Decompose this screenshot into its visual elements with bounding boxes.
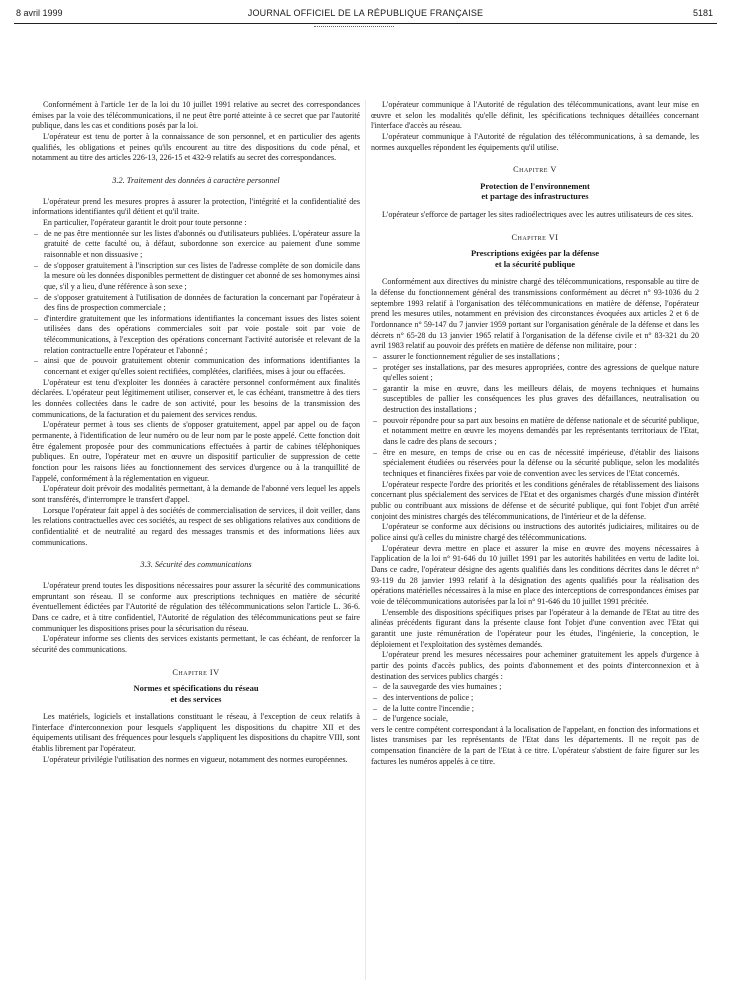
- section-heading: 3.2. Traitement des données à caractère personnel: [112, 175, 280, 185]
- paragraph: Les matériels, logiciels et installations constituant le réseau, à l'exception de ceux relatifs à l'interface d'interconnexion pour lesquels s'appliquent les dispositions du chapitre XII et des équipements utilisant des fréquences pour lesquels s'appliquent les dispositions du chapitre VIII, sont établis librement par l'opérateur.: [32, 712, 360, 754]
- paragraph: L'opérateur doit prévoir des modalités permettant, à la demande de l'abonné vers lequel les appels sont transférés, d'interrompre le transfert d'appel.: [32, 484, 360, 504]
- chapter-label: Chapitre V: [513, 165, 557, 175]
- column-gutter: [365, 100, 366, 980]
- paragraph: L'opérateur communique à l'Autorité de régulation des télécommunications, à sa demande, les normes auxquelles répondent les équipements qu'il utilise.: [371, 131, 699, 152]
- paragraph: L'opérateur prend les mesures nécessaires pour acheminer gratuitement les appels d'urgence à partir des points d'accès publics, des points d'abonnement et des points d'interconnexion et à destination des services publics chargés :: [371, 650, 699, 681]
- list-item: – ainsi que de pouvoir gratuitement obtenir communication des informations identifiantes la concernant et exiger qu'elles soient rectifiées, complétées, clarifiées, mises à jour ou effacées.: [32, 356, 360, 377]
- list-item: – de ne pas être mentionnée sur les listes d'abonnés ou d'utilisateurs publiées. L'opérateur assure la gratuité de cette faculté ou, à défaut, subordonne son exercice au paiement d'une somme raisonnable et non dissuasive ;: [32, 229, 360, 261]
- paragraph: L'opérateur se conforme aux décisions ou instructions des autorités judiciaires, militaires ou de police ainsi qu'à celles du ministre chargé des télécommunications.: [371, 522, 699, 542]
- chapter-title-line: Protection de l'environnement: [480, 180, 590, 191]
- chapter-title-line: et la sécurité publique: [494, 258, 576, 269]
- paragraph: L'opérateur prend les mesures propres à assurer la protection, l'intégrité et la confidentialité des informations identifiantes qu'il détient et qu'il traite.: [32, 196, 360, 217]
- header-dotted-rule: [314, 26, 394, 27]
- paragraph: Conformément aux directives du ministre chargé des télécommunications, responsable au titre de la défense du fonctionnement général des transmissions conformément au décret n° 93-1036 du 2 septembre 1993 relatif à l'organisation des télécommunications en matière de défense, l'opérateur prend les mesures utiles, notamment en prévision des circonstances évoquées aux articles 2 et 6 de l'ordonnance n° 59-147 du 7 janvier 1959 portant sur l'organisation générale de la défense et dans les décrets n° 65-28 du 13 janvier 1965 relatif à l'organisation de la défense civile et n° 83-321 du 20 avril 1983 relatif au pouvoir des préfets en matière de défense non militaire, pour :: [371, 277, 699, 351]
- paragraph: L'opérateur devra mettre en place et assurer la mise en œuvre des moyens nécessaires à l'application de la loi n° 91-646 du 10 juillet 1991 par les autorités habilitées en vertu de ladite loi. Dans ce cadre, l'opérateur désigne des agents qualifiés dans les conditions décrites dans le décret n° 93-119 du 28 janvier 1993 relatif à la désignation des agents qualifiés pour la réalisation des opérations matérielles nécessaires à la mise en place des interceptions de correspondances émises par voie de télécommunications autorisées par la loi n° 91-646 du 10 juillet 1991 précitée.: [371, 543, 699, 606]
- chapter-label: Chapitre VI: [511, 232, 559, 242]
- paragraph: L'opérateur informe ses clients des services existants permettant, le cas échéant, de renforcer la sécurité des communications.: [32, 634, 360, 654]
- paragraph: L'opérateur communique à l'Autorité de régulation des télécommunications, avant leur mise en œuvre et selon les modalités qu'elle définit, les spécifications techniques détaillées concernant l'interface d'accès au réseau.: [371, 100, 699, 131]
- paragraph: L'ensemble des dispositions spécifiques prises par l'opérateur à la demande de l'Etat au titre des alinéas précédents figurant dans la présente clause font l'objet d'une convention avec l'Etat qui garantit une juste rémunération de l'opérateur pour les études, l'ingénierie, la conception, le déploiement et l'exploitation des systèmes demandés.: [371, 607, 699, 649]
- list-item: – être en mesure, en temps de crise ou en cas de nécessité impérieuse, d'établir des liaisons spécialement étudiées ou réservées pour la défense ou la sécurité publique, selon les modalités techniques et financières fixées par voie de convention avec les services de l'Etat concernés.: [371, 448, 699, 480]
- list-item: – d'interdire gratuitement que les informations identifiantes la concernant issues des listes soient utilisées dans des opérations commerciales soit par voie postale soit par voie de télécommunications, à l'exception des opérations concernant l'activité autorisée et relevant de la relation contractuelle entre l'opérateur et l'abonné ;: [32, 314, 360, 357]
- list-item: – de la lutte contre l'incendie ;: [371, 704, 699, 715]
- list-item: – des interventions de police ;: [371, 693, 699, 704]
- list-item: – pouvoir répondre pour sa part aux besoins en matière de défense nationale et de sécurité publique, et notamment mettre en œuvre les moyens demandés par les représentants territoriaux de l'Etat, dans le cadre des plans de secours ;: [371, 416, 699, 448]
- emergency-services-list: [371, 682, 699, 725]
- list-item: – garantir la mise en œuvre, dans les meilleurs délais, de moyens techniques et humains susceptibles de pallier les conséquences les plus graves des défaillances, neutralisation ou destruction des installations ;: [371, 384, 699, 416]
- defense-measures-list: [371, 352, 699, 480]
- paragraph: L'opérateur est tenu d'exploiter les données à caractère personnel conformément aux finalités déclarées. L'opérateur peut légitimement utiliser, conserver et, le cas échéant, transmettre à des tiers les données collectées dans le cadre de son activité, pour les besoins de la transmission des communications, de la facturation et du paiement des services rendus.: [32, 377, 360, 419]
- paragraph: Conformément à l'article 1er de la loi du 10 juillet 1991 relative au secret des correspondances émises par la voie des télécommunications, il ne peut être porté atteinte à ce secret que par l'autorité publique, dans les cas et conditions posés par la loi.: [32, 100, 360, 131]
- chapter-title-line: Prescriptions exigées par la défense: [470, 248, 600, 259]
- rights-list: [32, 229, 360, 378]
- page-header: [14, 8, 717, 22]
- paragraph: L'opérateur s'efforce de partager les sites radioélectriques avec les autres utilisateurs de ces sites.: [382, 209, 694, 219]
- list-item: – assurer le fonctionnement régulier de ses installations ;: [371, 352, 699, 363]
- right-column: [371, 100, 699, 767]
- list-item: – de la sauvegarde des vies humaines ;: [371, 682, 699, 693]
- header-rule: [14, 23, 717, 24]
- section-heading: 3.3. Sécurité des communications: [140, 560, 252, 570]
- chapter-title-line: Normes et spécifications du réseau: [133, 683, 259, 694]
- paragraph: vers le centre compétent correspondant à la localisation de l'appelant, en fonction des informations et listes transmises par les représentants de l'Etat dans les départements. Il ne reçoit pas de compensation financière de la part de l'Etat à ce titre. L'opérateur s'abstient de faire figurer sur les factures les numéros appelés à ce titre.: [371, 724, 699, 766]
- paragraph: L'opérateur permet à tous ses clients de s'opposer gratuitement, appel par appel ou de façon permanente, à l'identification de leur numéro ou de leur nom par le poste appelé. Cette fonction doit être également proposée pour des communications effectuées à partir de cabines téléphoniques publiques. En outre, l'opérateur met en œuvre un dispositif particulier de suppression de cette fonction pour les raisons liées au fonctionnement des services d'urgence ou à la tranquillité de l'appelé, conformément à la réglementation en vigueur.: [32, 420, 360, 483]
- chapter-title: [371, 181, 699, 202]
- page-number: 5181: [692, 8, 713, 18]
- paragraph: L'opérateur respecte l'ordre des priorités et les conditions générales de rétablissement des liaisons concernant plus spécialement des services de l'Etat et des organismes chargés d'une mission d'intérêt public ou contribuant aux missions de défense et de sécurité publique, qui font l'objet d'un arrêté conjoint des ministres chargés des télécommunications, de l'intérieur et de la défense.: [371, 479, 699, 521]
- journal-title: JOURNAL OFFICIEL DE LA RÉPUBLIQUE FRANÇAISE: [247, 8, 484, 18]
- paragraph: Lorsque l'opérateur fait appel à des sociétés de commercialisation de services, il doit veiller, dans les relations contractuelles avec ces sociétés, au respect de ses obligations relatives aux conditions de confidentialité et de neutralité au regard des messages transmis et des informations liées aux communications.: [32, 505, 360, 547]
- paragraph: L'opérateur privilégie l'utilisation des normes en vigueur, notamment des normes européennes.: [43, 754, 348, 764]
- paragraph: L'opérateur est tenu de porter à la connaissance de son personnel, et en particulier des agents qualifiés, les obligations et peines qu'ils encourent au titre des dispositions du code pénal, et notamment au titre des articles 226-13, 226-15 et 432-9 relatifs au secret des correspondances.: [32, 131, 360, 163]
- chapter-label: Chapitre IV: [172, 667, 220, 677]
- list-item: – protéger ses installations, par des mesures appropriées, contre des agressions de quelque nature qu'elles soient ;: [371, 363, 699, 384]
- chapter-title-line: et des services: [170, 693, 222, 704]
- list-item: – de s'opposer gratuitement à l'inscription sur ces listes de l'adresse complète de son domicile dans la mesure où les données disponibles permettent de distinguer cet abonné de ses homonymes ainsi que, s'il y a lieu, d'une référence à son sexe ;: [32, 261, 360, 293]
- chapter-title: [371, 248, 699, 269]
- list-item: – de s'opposer gratuitement à l'utilisation de données de facturation la concernant par l'opérateur à des fins de prospection commerciale ;: [32, 293, 360, 314]
- chapter-title-line: et partage des infrastructures: [481, 191, 589, 202]
- paragraph: En particulier, l'opérateur garantit le droit pour toute personne :: [43, 217, 247, 227]
- issue-date: 8 avril 1999: [16, 8, 63, 18]
- left-column: [32, 100, 360, 765]
- chapter-title: [32, 683, 360, 704]
- paragraph: L'opérateur prend toutes les dispositions nécessaires pour assurer la sécurité des communications empruntant son réseau. Il se conforme aux prescriptions techniques en matière de sécurité éventuellement édictées par l'Autorité de régulation des télécommunications selon l'article L. 36-6. Dans ce cadre, et à titre confidentiel, l'Autorité de régulation des télécommunications peut se faire communiquer les dispositions prises pour la sécurisation du réseau.: [32, 580, 360, 633]
- list-item: – de l'urgence sociale,: [371, 714, 699, 725]
